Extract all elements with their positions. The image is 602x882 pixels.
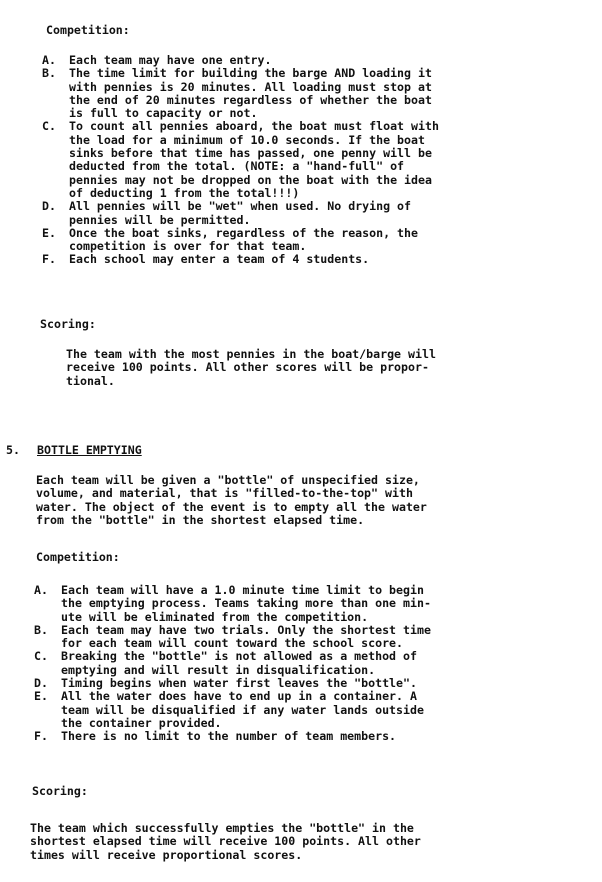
rule-item: [34, 677, 590, 690]
rule-text: There is no limit to the number of team members.: [61, 729, 397, 744]
rule-text: The time limit for building the barge AND loading it with pennies is 20 minutes. All loading must stop at the end of 20 minutes regardless of whether the boat is full to capacity or not.: [69, 66, 432, 121]
rule-text: All pennies will be "wet" when used. No drying of pennies will be permitted.: [69, 199, 412, 227]
rule-item: [42, 67, 582, 120]
rule-marker: D.: [34, 676, 48, 691]
section-title: BOTTLE EMPTYING: [37, 443, 142, 457]
rule-text: Each team will have a 1.0 minute time limit to begin the emptying process. Teams taking more than one min- ute will be eliminated from the competition.: [61, 583, 431, 624]
rule-marker: A.: [34, 583, 48, 597]
section-number: 5.: [6, 443, 20, 457]
competition-rules-list: [42, 54, 582, 267]
rule-marker: B.: [34, 622, 48, 637]
rule-item: [34, 730, 590, 743]
section-intro: Each team will be given a "bottle" of unspecified size, volume, and material, that is "filled-to-the-top" with water. The object of the event is to empty all the water from the "bottle" in the shortest elapsed time.: [36, 473, 427, 527]
rule-marker: F.: [34, 729, 48, 744]
competition-heading: Competition:: [36, 550, 120, 564]
rule-item: [34, 584, 590, 624]
rule-item: [42, 54, 582, 67]
scoring-text: The team which successfully empties the "bottle" in the shortest elapsed time will receive 100 points. All other times will receive proportional scores.: [30, 821, 421, 862]
rule-marker: C.: [42, 119, 56, 134]
rule-text: To count all pennies aboard, the boat must float with the load for a minimum of 10.0 seconds. If the boat sinks before that time has passed, one penny will be deducted from the total. (NOTE: a "hand-full" of pennies may not be dropped on the boat with the idea of deducting 1 from the total!!!): [69, 119, 439, 200]
rule-text: Once the boat sinks, regardless of the reason, the competition is over for that team.: [69, 225, 419, 254]
rule-item: [42, 120, 582, 200]
rule-marker: C.: [34, 649, 48, 664]
rule-text: Breaking the "bottle" is not allowed as a method of emptying and will result in disqualification.: [61, 649, 417, 677]
scoring-heading: Scoring:: [32, 784, 88, 798]
rule-marker: A.: [42, 53, 56, 67]
rule-item: [34, 624, 590, 651]
rule-marker: B.: [42, 66, 56, 81]
rule-item: [42, 253, 582, 266]
rule-marker: E.: [42, 225, 56, 240]
rule-text: Each school may enter a team of 4 students.: [69, 252, 370, 267]
rule-item: [34, 650, 590, 677]
rule-text: All the water does have to end up in a container. A team will be disqualified if any water lands outside the container provided.: [61, 689, 424, 730]
competition-rules-list: [34, 584, 590, 744]
rule-text: Each team may have one entry.: [69, 53, 272, 67]
rule-marker: E.: [34, 689, 48, 704]
scoring-heading: Scoring:: [40, 317, 96, 331]
rule-item: [42, 200, 582, 227]
competition-heading: Competition:: [46, 23, 130, 37]
rule-marker: D.: [42, 199, 56, 214]
rule-text: Each team may have two trials. Only the shortest time for each team will count toward the school score.: [61, 622, 431, 651]
rule-text: Timing begins when water first leaves the "bottle".: [61, 676, 417, 691]
rule-item: [34, 690, 590, 730]
rule-marker: F.: [42, 252, 56, 267]
rule-item: [42, 227, 582, 254]
scoring-text: The team with the most pennies in the boat/barge will receive 100 points. All other scores will be propor- tional.: [66, 347, 436, 388]
